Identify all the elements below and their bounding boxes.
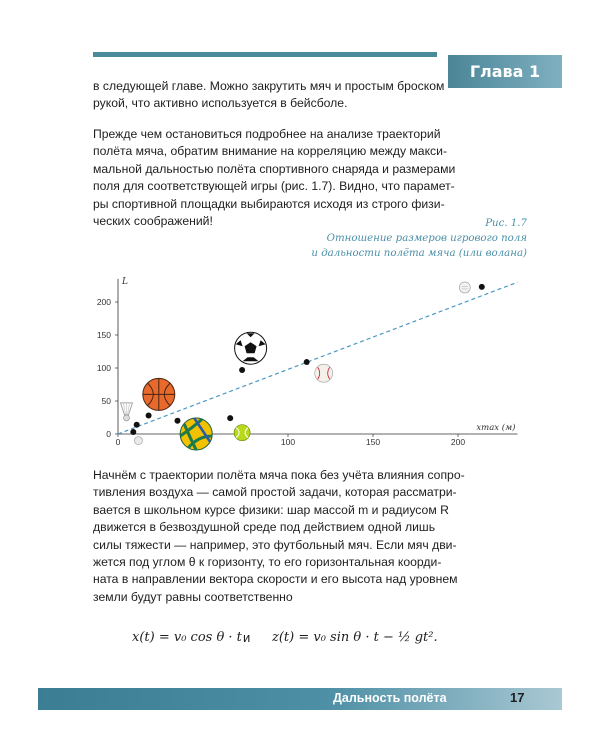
data-point bbox=[175, 418, 181, 424]
volleyball-icon bbox=[180, 418, 212, 450]
text-line: полёта мяча, обратим внимание на корреляцию между макси- bbox=[93, 144, 448, 159]
y-tick-label: 150 bbox=[96, 330, 111, 340]
equation-conjunction: и bbox=[243, 630, 251, 645]
equation-x: x(t) = v₀ cos θ · t bbox=[132, 630, 242, 645]
y-axis-label: L bbox=[122, 276, 128, 287]
text-line: в следующей главе. Можно закрутить мяч и простым броском bbox=[93, 79, 445, 93]
scatter-chart bbox=[88, 268, 528, 453]
y-tick-label: 0 bbox=[106, 429, 111, 439]
paragraph-1 bbox=[93, 78, 445, 113]
x-tick-label: 100 bbox=[280, 437, 296, 447]
page-number: 17 bbox=[510, 690, 525, 705]
footer-bar bbox=[38, 688, 562, 710]
text-line: ры спортивной площадки выбираются исходя из строго физи- bbox=[93, 196, 445, 211]
x-tick-label: 0 bbox=[115, 437, 121, 447]
paragraph-3 bbox=[93, 467, 465, 606]
trend-line bbox=[118, 282, 518, 434]
table-tennis-ball-body bbox=[134, 437, 142, 445]
golf-ball-body bbox=[459, 282, 470, 293]
x-tick-label: 150 bbox=[365, 437, 381, 447]
text-line: поля для соответствующей игры (рис. 1.7). Видно, что парамет- bbox=[93, 179, 455, 194]
text-line: мальной дальностью полёта спортивного снаряда и размерами bbox=[93, 161, 456, 176]
data-point bbox=[304, 359, 310, 365]
x-tick-label: 200 bbox=[450, 437, 466, 447]
text-line: рукой, что активно используется в бейсболе. bbox=[93, 96, 348, 111]
footer-title: Дальность полёта bbox=[333, 691, 447, 705]
paragraph-2 bbox=[93, 126, 456, 230]
figure-label: Рис. 1.7 bbox=[485, 218, 527, 229]
data-point bbox=[134, 422, 140, 428]
text-line: земли будут равны соответственно bbox=[93, 589, 293, 604]
baseball-body bbox=[315, 364, 333, 382]
motion-equations bbox=[0, 622, 600, 662]
text-line: ната в направлении вектора скорости и его высота над уровнем bbox=[93, 572, 458, 587]
top-rule bbox=[93, 52, 437, 57]
chapter-tab bbox=[448, 55, 562, 88]
y-tick-label: 100 bbox=[96, 363, 111, 373]
text-line: жется под углом θ к горизонту, то его горизонтальная коорди- bbox=[93, 555, 442, 570]
data-point bbox=[130, 429, 136, 435]
baseball-icon bbox=[315, 364, 333, 382]
data-point bbox=[227, 415, 233, 421]
figure-caption bbox=[311, 216, 527, 261]
tennis-ball-icon bbox=[234, 425, 250, 441]
shuttlecock-icon bbox=[121, 403, 133, 421]
golf-ball-icon bbox=[459, 282, 470, 293]
text-line: Начнём с траектории полёта мяча пока без учёта влияния сопро- bbox=[93, 468, 465, 482]
football-icon bbox=[235, 332, 267, 364]
data-point bbox=[479, 284, 485, 290]
text-line: тивления воздуха — самой простой задачи, которая рассматри- bbox=[93, 485, 457, 500]
text-line: движется в безвоздушной среде под действием одной лишь bbox=[93, 520, 436, 535]
text-line: ческих соображений! bbox=[93, 214, 213, 229]
y-tick-label: 200 bbox=[96, 297, 111, 307]
caption-line: Отношение размеров игрового поля bbox=[326, 233, 527, 244]
data-point bbox=[146, 413, 152, 419]
shuttlecock-cork bbox=[124, 415, 130, 421]
caption-line: и дальности полёта мяча (или волана) bbox=[311, 248, 527, 259]
equation-z: z(t) = v₀ sin θ · t − ½ gt². bbox=[272, 630, 438, 645]
tennis-ball-body bbox=[234, 425, 250, 441]
table-tennis-ball-icon bbox=[134, 437, 142, 445]
y-tick-label: 50 bbox=[101, 396, 111, 406]
basketball-icon bbox=[143, 378, 175, 410]
text-line: Прежде чем остановиться подробнее на анализе траекторий bbox=[93, 127, 441, 141]
text-line: вается в школьном курсе физики: шар массой m и радиусом R bbox=[93, 502, 449, 517]
chapter-label: Глава 1 bbox=[469, 62, 541, 81]
x-axis-label: xmax (м) bbox=[476, 423, 516, 433]
data-point bbox=[239, 367, 245, 373]
text-line: силы тяжести — например, это футбольный мяч. Если мяч дви- bbox=[93, 537, 457, 552]
